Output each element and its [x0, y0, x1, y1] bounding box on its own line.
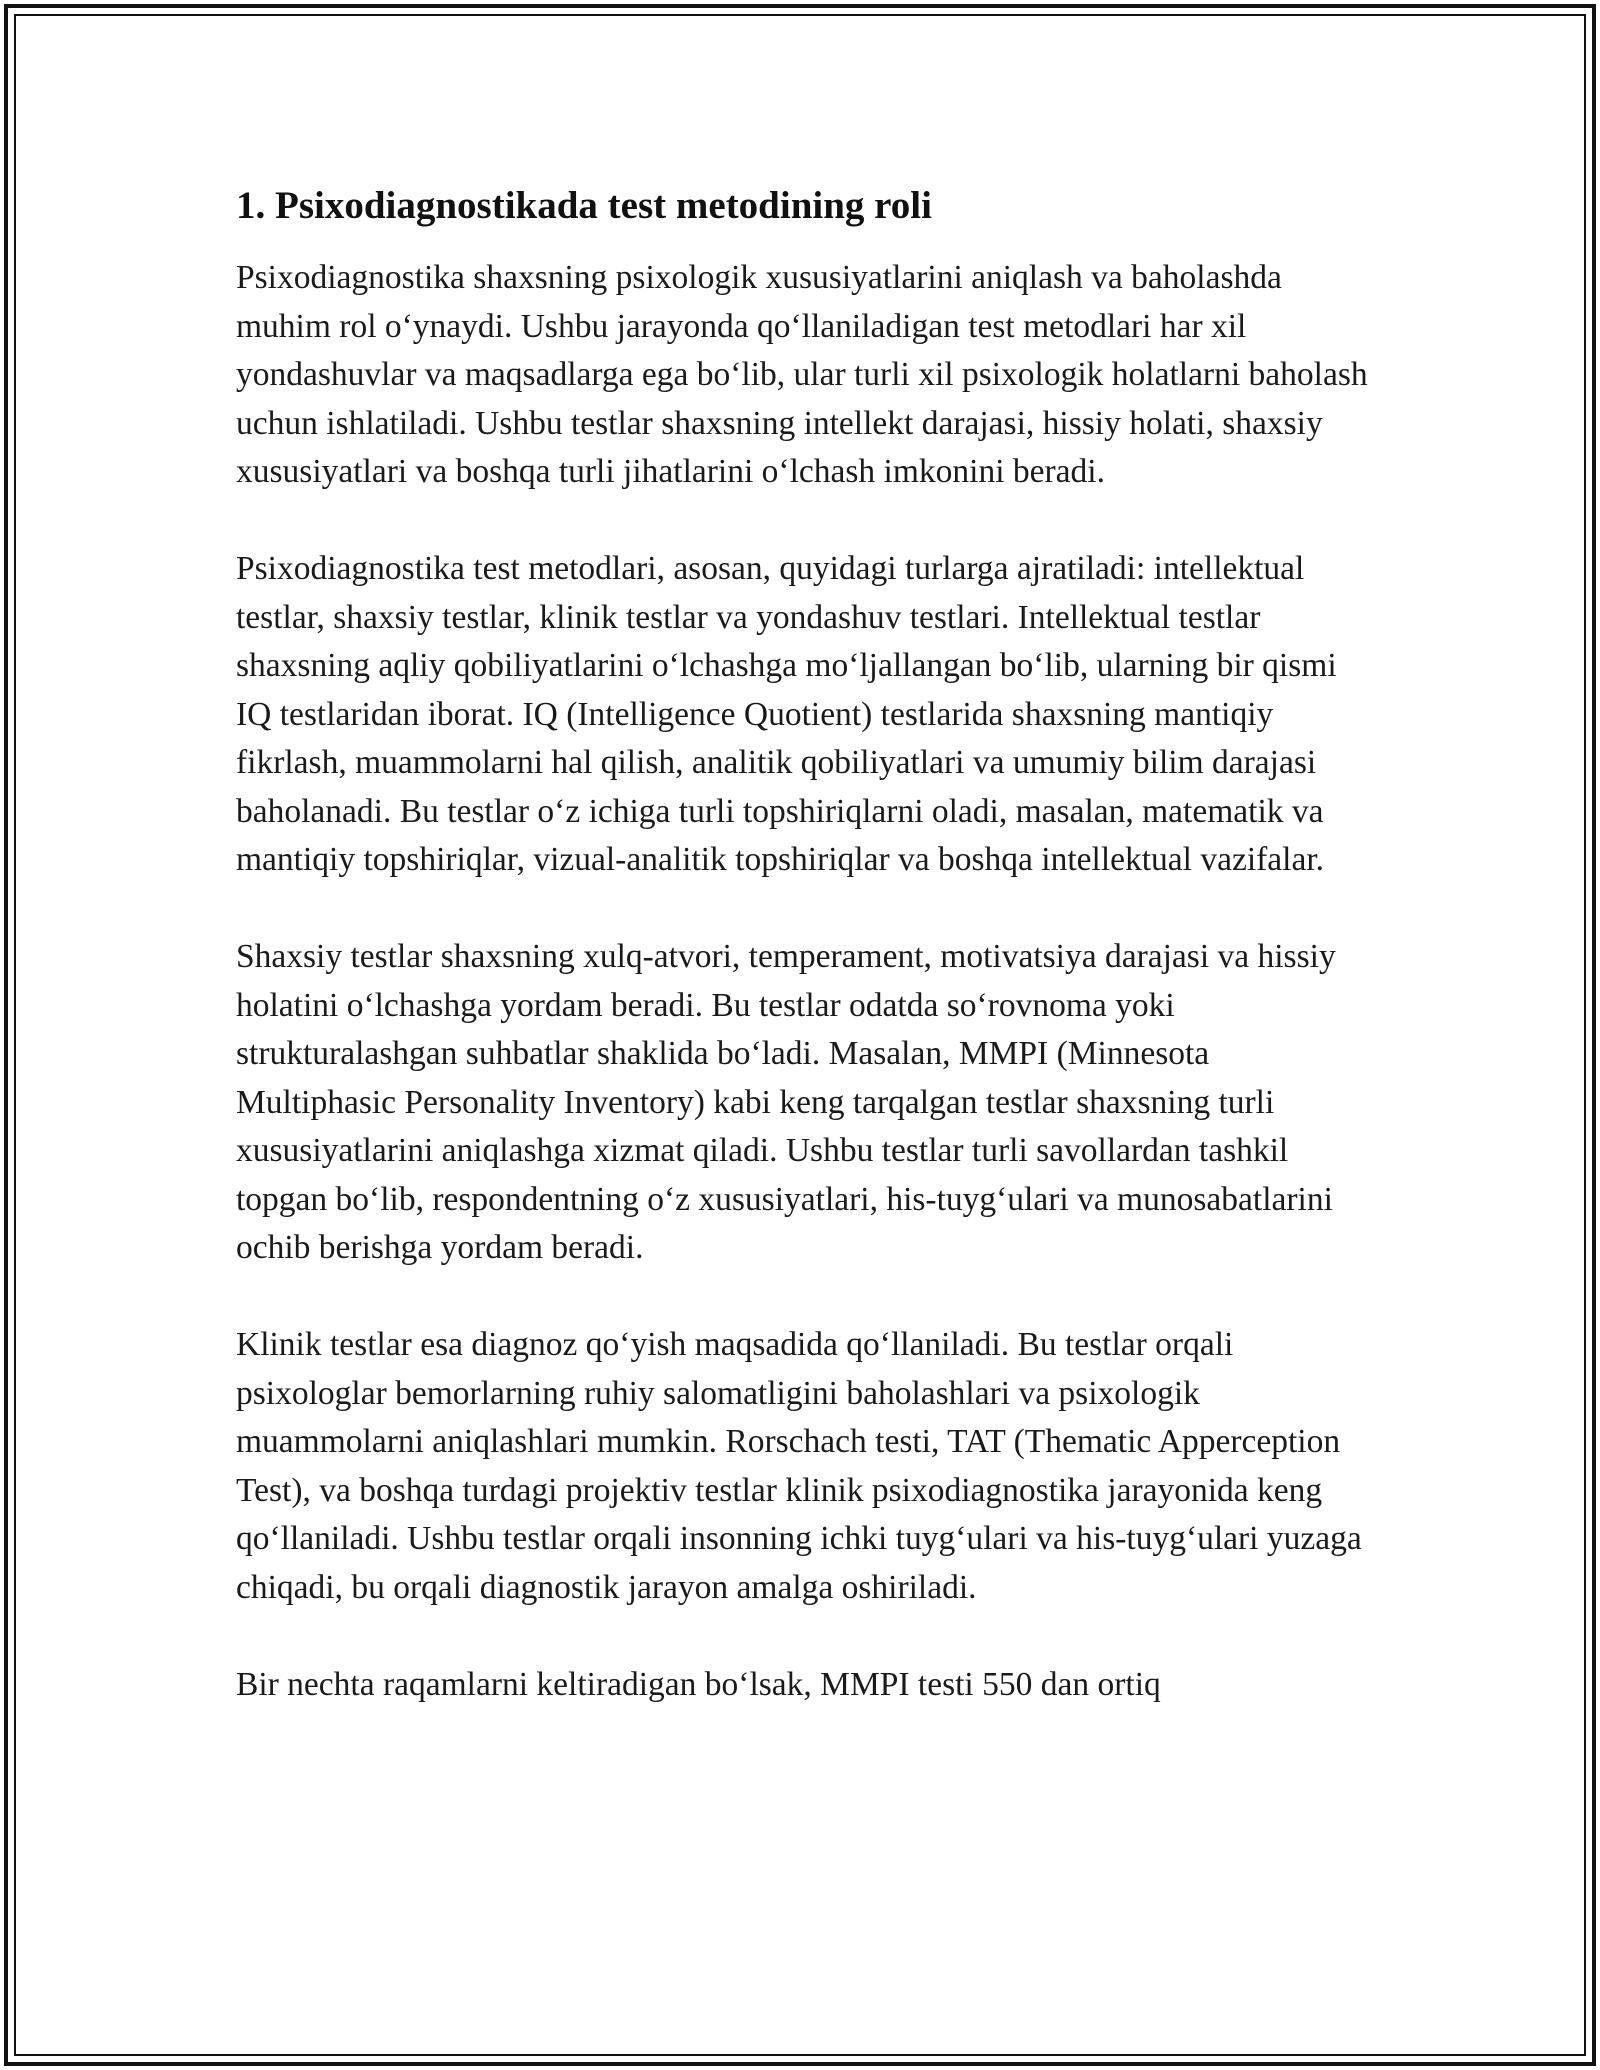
paragraph-intro: Psixodiagnostika shaxsning psixologik xususiyatlarini aniqlash va baholashda muhim rol oʻynaydi. Ushbu jarayonda qoʻllaniladigan test metodlari har xil yondashuvlar va maqsadlarga ega boʻlib, ular turli xil psixologik holatlarni baholash uchun ishlatiladi. Ushbu testlar shaxsning intellekt darajasi, hissiy holati, shaxsiy xususiyatlari va boshqa turli jihatlarini oʻlchash imkonini beradi.: [236, 259, 1368, 490]
document-body: [236, 182, 1376, 1709]
paragraph-personality-tests: Shaxsiy testlar shaxsning xulq-atvori, temperament, motivatsiya darajasi va hissiy holatini oʻlchashga yordam beradi. Bu testlar odatda soʻrovnoma yoki strukturalashgan suhbatlar shaklida boʻladi. Masalan, MMPI (Minnesota Multiphasic Personality Inventory) kabi keng tarqalgan testlar shaxsning turli xususiyatlarini aniqlashga xizmat qiladi. Ushbu testlar turli savollardan tashkil topgan boʻlib, respondentning oʻz xususiyatlari, his-tuygʻulari va munosabatlarini ochib berishga yordam beradi.: [236, 938, 1336, 1266]
paragraph-clinical-tests: Klinik testlar esa diagnoz qoʻyish maqsadida qoʻllaniladi. Bu testlar orqali psixologlar bemorlarning ruhiy salomatligini baholashlari va psixologik muammolarni aniqlashlari mumkin. Rorschach testi, TAT (Thematic Apperception Test), va boshqa turdagi projektiv testlar klinik psixodiagnostika jarayonida keng qoʻllaniladi. Ushbu testlar orqali insonning ichki tuygʻulari va his-tuygʻulari yuzaga chiqadi, bu orqali diagnostik jarayon amalga oshiriladi.: [236, 1326, 1362, 1606]
paragraph-mmpi-figures: Bir nechta raqamlarni keltiradigan boʻlsak, MMPI testi 550 dan ortiq: [236, 1665, 1161, 1703]
section-heading: 1. Psixodiagnostikada test metodining roli: [236, 184, 932, 227]
paragraph-test-types: Psixodiagnostika test metodlari, asosan, quyidagi turlarga ajratiladi: intellektual testlar, shaxsiy testlar, klinik testlar va yondashuv testlari. Intellektual testlar shaxsning aqliy qobiliyatlarini oʻlchashga moʻljallangan boʻlib, ularning bir qismi IQ testlaridan iborat. IQ (Intelligence Quotient) testlarida shaxsning mantiqiy fikrlash, muammolarni hal qilish, analitik qobiliyatlari va umumiy bilim darajasi baholanadi. Bu testlar oʻz ichiga turli topshiriqlarni oladi, masalan, matematik va mantiqiy topshiriqlar, vizual-analitik topshiriqlar va boshqa intellektual vazifalar.: [236, 550, 1337, 878]
